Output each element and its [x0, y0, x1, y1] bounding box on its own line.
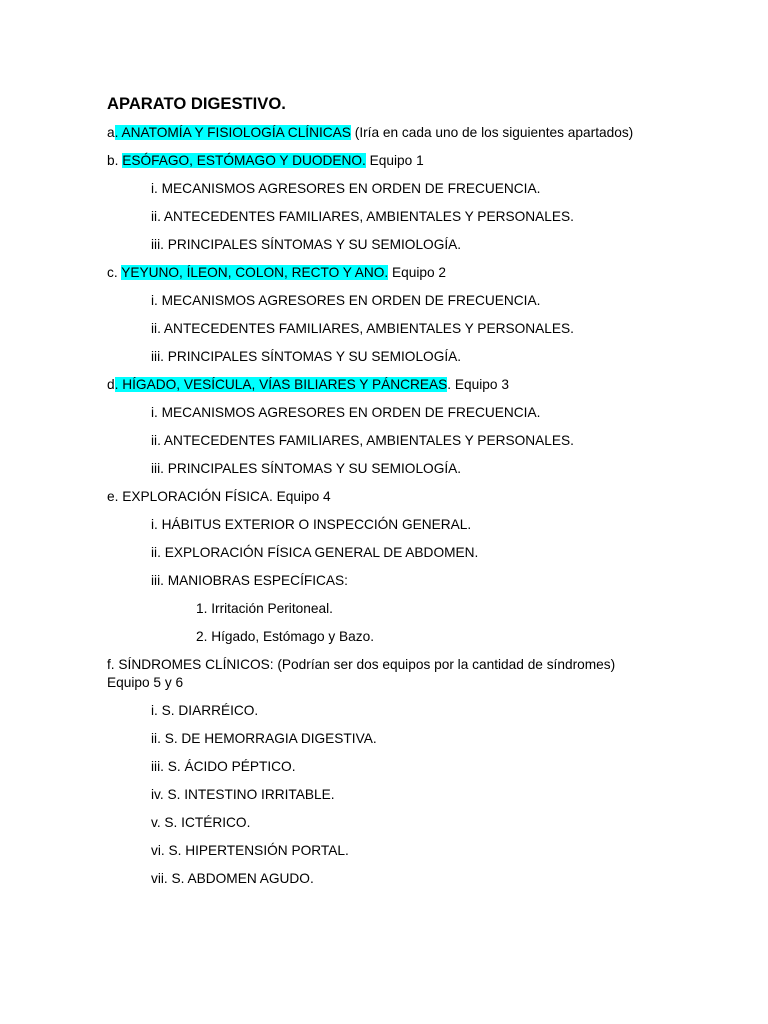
section-d-line: [107, 376, 509, 393]
list-item: iii. PRINCIPALES SÍNTOMAS Y SU SEMIOLOGÍA.: [151, 349, 462, 364]
section-d-team: . Equipo 3: [447, 377, 509, 392]
list-item: i. MECANISMOS AGRESORES EN ORDEN DE FRECUENCIA.: [151, 293, 541, 308]
list-item: vii. S. ABDOMEN AGUDO.: [151, 871, 314, 886]
list-item: iii. MANIOBRAS ESPECÍFICAS:: [151, 573, 348, 588]
section-c-marker: c.: [107, 265, 122, 280]
list-item: ii. ANTECEDENTES FAMILIARES, AMBIENTALES Y PERSONALES.: [151, 321, 574, 336]
list-item: ii. S. DE HEMORRAGIA DIGESTIVA.: [151, 731, 377, 746]
section-f-heading: f. SÍNDROMES CLÍNICOS: (Podrían ser dos equipos por la cantidad de síndromes): [107, 657, 616, 672]
section-c-team: Equipo 2: [388, 265, 447, 280]
section-e-heading: e. EXPLORACIÓN FÍSICA. Equipo 4: [107, 489, 331, 504]
section-b-marker: b.: [107, 153, 123, 168]
list-item: ii. ANTECEDENTES FAMILIARES, AMBIENTALES Y PERSONALES.: [151, 209, 574, 224]
section-c-heading: YEYUNO, ÍLEON, COLON, RECTO Y ANO.: [121, 265, 389, 280]
section-b-team: Equipo 1: [365, 153, 424, 168]
page-title: APARATO DIGESTIVO.: [107, 94, 286, 113]
list-item: i. HÁBITUS EXTERIOR O INSPECCIÓN GENERAL.: [151, 517, 472, 532]
list-item: v. S. ICTÉRICO.: [151, 815, 251, 830]
section-a-note: (Iría en cada uno de los siguientes apartados): [350, 125, 634, 140]
sub-list-item: 1. Irritación Peritoneal.: [196, 601, 333, 616]
list-item: iii. PRINCIPALES SÍNTOMAS Y SU SEMIOLOGÍA.: [151, 237, 462, 252]
section-d-marker: d: [107, 377, 115, 392]
section-d-heading: . HÍGADO, VESÍCULA, VÍAS BILIARES Y PÁNCREAS: [114, 377, 448, 392]
section-c-line: [107, 264, 446, 281]
section-b-heading: ESÓFAGO, ESTÓMAGO Y DUODENO.: [122, 153, 366, 168]
list-item: ii. ANTECEDENTES FAMILIARES, AMBIENTALES Y PERSONALES.: [151, 433, 574, 448]
section-a-heading: . ANATOMÍA Y FISIOLOGÍA CLÍNICAS: [114, 125, 351, 140]
list-item: vi. S. HIPERTENSIÓN PORTAL.: [151, 843, 349, 858]
section-a-line: [107, 124, 633, 141]
sub-list-item: 2. Hígado, Estómago y Bazo.: [196, 629, 375, 644]
list-item: ii. EXPLORACIÓN FÍSICA GENERAL DE ABDOMEN.: [151, 545, 479, 560]
list-item: i. S. DIARRÉICO.: [151, 703, 259, 718]
section-f-team: Equipo 5 y 6: [107, 675, 184, 690]
section-a-marker: a: [107, 125, 115, 140]
list-item: i. MECANISMOS AGRESORES EN ORDEN DE FRECUENCIA.: [151, 181, 541, 196]
list-item: i. MECANISMOS AGRESORES EN ORDEN DE FRECUENCIA.: [151, 405, 541, 420]
list-item: iii. PRINCIPALES SÍNTOMAS Y SU SEMIOLOGÍA.: [151, 461, 462, 476]
list-item: iv. S. INTESTINO IRRITABLE.: [151, 787, 335, 802]
section-b-line: [107, 152, 424, 169]
list-item: iii. S. ÁCIDO PÉPTICO.: [151, 759, 296, 774]
